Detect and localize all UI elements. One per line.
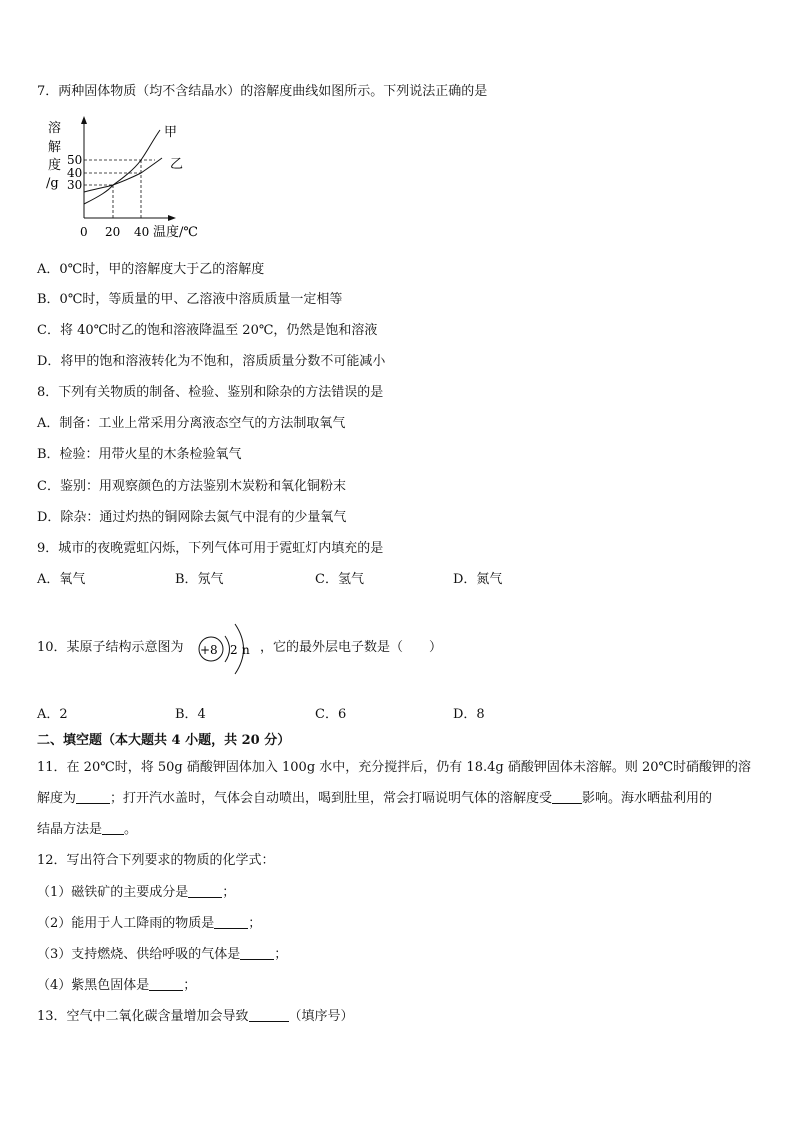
q9-option-c: C．氢气: [315, 572, 364, 587]
q11-text-c: 影响。海水晒盐利用的: [582, 791, 713, 806]
q12-item-1: [37, 885, 235, 901]
q12-item-2-punct: ；: [248, 916, 262, 931]
q10-option-c: C．6: [315, 707, 347, 722]
answer-blank-q12-4[interactable]: [149, 978, 183, 991]
curve-jia: [84, 130, 160, 204]
xtick-20: 20: [105, 225, 121, 239]
q12-item-4-punct: ；: [183, 978, 197, 993]
series-label-yi: 乙: [170, 157, 184, 172]
q11-text-b: ；打开汽水盖时，气体会自动喷出，喝到肚里，常会打嗝说明气体的溶解度受: [110, 791, 553, 806]
section-2-heading: 二、填空题（本大题共 4 小题，共 20 分）: [37, 733, 291, 748]
q11-text-d: 结晶方法是: [37, 822, 103, 837]
q7-option-c: C．将 40℃时乙的饱和溶液降温至 20℃，仍然是饱和溶液: [37, 323, 378, 338]
question-11-line-2: [37, 791, 712, 807]
graph-ylabel-char-2: 解: [48, 140, 62, 155]
graph-x-arrow: [168, 215, 176, 221]
q9-option-a: A．氧气: [37, 572, 86, 587]
question-8-stem: 8．下列有关物质的制备、检验、鉴别和除杂的方法错误的是: [37, 385, 384, 400]
q7-option-d: D．将甲的饱和溶液转化为不饱和，溶质质量分数不可能减小: [37, 354, 386, 369]
question-12-stem: 12．写出符合下列要求的物质的化学式：: [37, 853, 275, 868]
answer-blank-solubility[interactable]: [76, 791, 110, 804]
electron-shell-1: [225, 636, 230, 662]
q8-option-c: C．鉴别：用观察颜色的方法鉴别木炭粉和氧化铜粉末: [37, 479, 346, 494]
answer-blank-q13[interactable]: [249, 1009, 289, 1022]
question-7-stem: 7．两种固体物质（均不含结晶水）的溶解度曲线如图所示。下列说法正确的是: [37, 84, 488, 99]
question-10-stem-pre: 10．某原子结构示意图为: [37, 640, 184, 655]
q12-item-3: [37, 947, 287, 963]
inner-shell-electrons: 2: [230, 643, 238, 657]
q12-item-3-text: （3）支持燃烧、供给呼吸的气体是: [37, 947, 241, 962]
q8-option-b: B．检验：用带火星的木条检验氧气: [37, 447, 242, 462]
q8-option-d: D．除杂：通过灼热的铜网除去氮气中混有的少量氧气: [37, 510, 347, 525]
q12-item-4-text: （4）紫黑色固体是: [37, 978, 150, 993]
atom-structure-diagram: [194, 612, 260, 686]
question-13: [37, 1009, 354, 1025]
answer-blank-factor[interactable]: [552, 791, 582, 804]
q8-option-a: A．制备：工业上常采用分离液态空气的方法制取氧气: [37, 416, 346, 431]
q12-item-2-text: （2）能用于人工降雨的物质是: [37, 916, 215, 931]
q13-text: 13．空气中二氧化碳含量增加会导致: [37, 1009, 249, 1024]
answer-blank-crystallization[interactable]: [102, 822, 124, 835]
graph-ylabel-char-4: /g: [46, 176, 59, 191]
question-11-line-1: 11．在 20℃时，将 50g 硝酸钾固体加入 100g 水中，充分搅拌后，仍有 18.4g 硝酸钾固体未溶解。则 20℃时硝酸钾的溶: [37, 760, 752, 775]
nucleus-charge: +8: [200, 643, 218, 657]
q9-option-b: B．氖气: [175, 572, 224, 587]
question-10-stem-post: ，它的最外层电子数是（ ）: [260, 640, 443, 655]
series-label-jia: 甲: [164, 125, 178, 140]
answer-blank-q12-1[interactable]: [188, 885, 222, 898]
xtick-0: 0: [80, 225, 88, 239]
answer-blank-q12-2[interactable]: [214, 916, 248, 929]
q10-option-d: D．8: [453, 707, 485, 722]
q12-item-1-text: （1）磁铁矿的主要成分是: [37, 885, 189, 900]
q7-option-b: B．0℃时，等质量的甲、乙溶液中溶质质量一定相等: [37, 292, 343, 307]
q7-option-a: A．0℃时，甲的溶解度大于乙的溶解度: [37, 262, 265, 277]
solubility-curve-graph: [40, 112, 215, 242]
curve-yi: [84, 158, 162, 192]
xtick-40: 40: [134, 225, 150, 239]
answer-blank-q12-3[interactable]: [240, 947, 274, 960]
ytick-30: 30: [67, 178, 83, 192]
q13-hint: （填序号）: [288, 1009, 354, 1024]
graph-ylabel-char-1: 溶: [48, 121, 62, 136]
q12-item-3-punct: ；: [274, 947, 288, 962]
question-11-line-3: [37, 822, 137, 838]
q10-option-a: A．2: [37, 707, 68, 722]
graph-y-arrow: [81, 116, 87, 124]
q11-text-a: 解度为: [37, 791, 77, 806]
outer-shell-electrons: n: [242, 643, 250, 657]
q12-item-2: [37, 916, 261, 932]
q10-option-b: B．4: [175, 707, 206, 722]
ytick-40: 40: [67, 166, 83, 180]
q12-item-4: [37, 978, 196, 994]
graph-xlabel: 温度/℃: [153, 225, 198, 240]
ytick-50: 50: [67, 153, 83, 167]
q11-text-e: 。: [124, 822, 138, 837]
q12-item-1-punct: ；: [222, 885, 236, 900]
graph-ylabel-char-3: 度: [48, 158, 62, 173]
q9-option-d: D．氮气: [453, 572, 503, 587]
question-9-stem: 9．城市的夜晚霓虹闪烁，下列气体可用于霓虹灯内填充的是: [37, 541, 384, 556]
